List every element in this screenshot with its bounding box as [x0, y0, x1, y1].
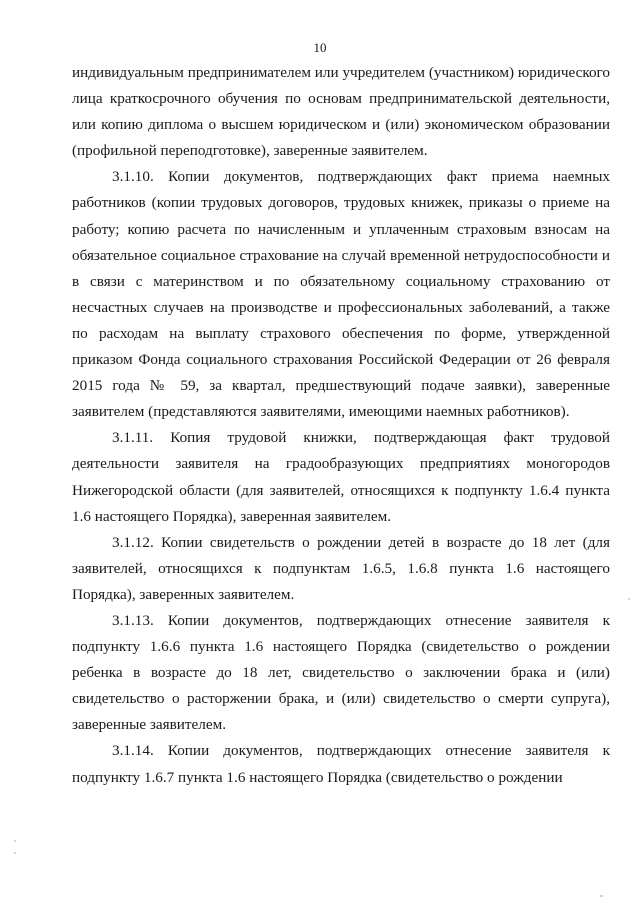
scan-speck	[628, 598, 630, 600]
scan-speck	[14, 840, 16, 842]
paragraph-3-1-11: 3.1.11. Копия трудовой книжки, подтверждающая факт трудовой деятельности заявителя на градообразующих предприятиях моногородов Нижегородской области (для заявителей, относящихся к подпункту 1.6.4 пункта 1.6 настоящего Порядка), заверенная заявителем.	[72, 429, 610, 525]
scan-speck	[14, 852, 16, 854]
page-number: 10	[313, 40, 327, 55]
paragraph-3-1-13: 3.1.13. Копии документов, подтверждающих отнесение заявителя к подпункту 1.6.6 пункта 1.6 настоящего Порядка (свидетельство о рождении ребенка в возрасте до 18 лет, свидетельство о заключении брака и (или) свидетельство о расторжении брака, и (или) свидетельство о смерти супруга), заверенные заявителем.	[72, 611, 610, 734]
scan-speck	[600, 895, 603, 897]
paragraph-3-1-14: 3.1.14. Копии документов, подтверждающих отнесение заявителя к подпункту 1.6.7 пункта 1.6 настоящего Порядка (свидетельство о рождении	[72, 742, 610, 786]
paragraph-3-1-12: 3.1.12. Копии свидетельств о рождении детей в возрасте до 18 лет (для заявителей, относящихся к подпунктам 1.6.5, 1.6.8 пункта 1.6 настоящего Порядка), заверенных заявителем.	[72, 533, 610, 603]
paragraph-3-1-10: 3.1.10. Копии документов, подтверждающих факт приема наемных работников (копии трудовых договоров, трудовых книжек, приказы о приеме на работу; копию расчета по начисленным и уплаченным страховым взносам на обязательное социальное страхование на случай временной нетрудоспособности и в связи с материнством и по обязательному социальному страхованию от несчастных случаев на производстве и профессиональных заболеваний, а также по расходам на выплату страхового обеспечения по форме, утвержденной приказом Фонда социального страхования Российской Федерации от 26 февраля 2015 года № 59, за квартал, предшествующий подаче заявки), заверенные заявителем (представляются заявителями, имеющими наемных работников).	[72, 168, 610, 421]
document-body	[72, 60, 610, 791]
paragraph-continuation: индивидуальным предпринимателем или учредителем (участником) юридического лица краткосрочного обучения по основам предпринимательской деятельности, или копию диплома о высшем юридическом и (или) экономическом образовании (профильной переподготовке), заверенные заявителем.	[72, 64, 610, 160]
